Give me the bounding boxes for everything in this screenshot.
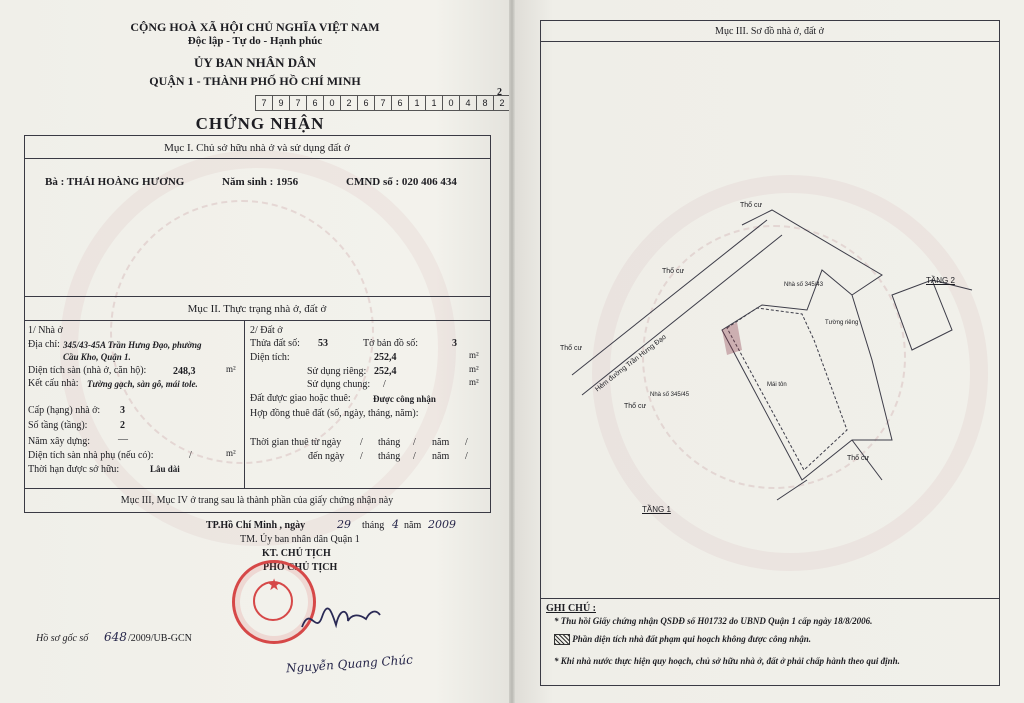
address-label: Địa chỉ:	[28, 339, 60, 350]
serial-digit: 4	[460, 95, 477, 111]
notes-title: GHI CHÚ :	[546, 603, 596, 614]
owner-name: Bà : THÁI HOÀNG HƯƠNG	[45, 176, 185, 188]
serial-digit: 0	[443, 95, 460, 111]
signing-month-label: tháng	[362, 520, 385, 531]
alley-edge	[582, 235, 782, 395]
map-sheet-label: Tờ bản đồ số:	[363, 338, 419, 349]
grade-value: 3	[120, 405, 125, 416]
floor1-label: TẦNG 1	[642, 505, 671, 514]
divider	[540, 41, 999, 42]
lease-to-slash3: /	[465, 451, 468, 462]
ownership-term-label: Thời hạn được sở hữu:	[28, 464, 120, 475]
kt-chairman: KT. CHỦ TỊCH	[262, 548, 331, 559]
lease-from-slash2: /	[413, 437, 416, 448]
lot-boundary	[722, 270, 892, 480]
certificate-title: CHỨNG NHẬN	[195, 114, 325, 133]
committee: ỦY BAN NHÂN DÂN	[194, 55, 316, 70]
structure-value: Tường gạch, sàn gỗ, mái tole.	[87, 379, 198, 389]
serial-digit: 1	[409, 95, 426, 111]
ownership-term-value: Lâu dài	[150, 464, 180, 474]
lot-label-e: Thổ cư	[740, 202, 763, 209]
house-title: 1/ Nhà ở	[28, 325, 63, 336]
signature	[296, 595, 386, 645]
serial-digit: 7	[290, 95, 307, 111]
floor-area-value: 248,3	[173, 366, 196, 377]
house-number-1: Nhà số 345/43	[784, 282, 824, 288]
lot-value: 53	[318, 338, 328, 349]
shared-use-value: /	[383, 379, 386, 390]
section2-heading: Mục II. Thực trạng nhà ở, đất ở	[187, 303, 327, 315]
aux-area-unit: m²	[226, 448, 236, 458]
private-use-value: 252,4	[374, 366, 397, 377]
note-1	[554, 616, 872, 626]
aux-area-value: /	[189, 450, 192, 461]
serial-digit: 2	[494, 95, 511, 111]
section3-heading: Mục III. Sơ đồ nhà ở, đất ở	[715, 26, 824, 37]
lot-label-a: Thổ cư	[662, 268, 685, 275]
divider	[24, 296, 490, 297]
floors-label: Số tầng (tầng):	[28, 420, 88, 431]
lease-from-slash: /	[360, 437, 363, 448]
lot-label: Thửa đất số:	[250, 338, 300, 349]
note-2	[554, 634, 811, 645]
structure-label: Kết cấu nhà:	[28, 378, 79, 389]
bullet-icon: *	[554, 616, 561, 626]
lease-contract-label: Hợp đồng thuê đất (số, ngày, tháng, năm):	[250, 408, 419, 419]
divider	[24, 158, 490, 159]
divider	[540, 598, 999, 599]
roof-label: Mái tôn	[767, 382, 787, 388]
map-sheet-value: 3	[452, 338, 457, 349]
vice-chairman: PHÓ CHỦ TỊCH	[263, 562, 338, 573]
lot-label-c: Thổ cư	[624, 403, 647, 410]
note-1-text: Thu hồi Giấy chứng nhận QSDĐ số H01732 do UBND Quận 1 cấp ngày 18/8/2006.	[560, 616, 873, 626]
lease-to-slash: /	[360, 451, 363, 462]
lease-from-month: tháng	[378, 437, 401, 448]
floor2-label: TẦNG 2	[926, 276, 955, 285]
signer-name: Nguyễn Quang Chúc	[285, 652, 414, 676]
floors-value: 2	[120, 420, 125, 431]
neighbor-line	[777, 480, 807, 500]
private-use-unit: m²	[469, 364, 479, 374]
hatched-area	[722, 322, 742, 355]
signing-month: 4	[392, 518, 399, 531]
serial-digit: 0	[324, 95, 341, 111]
owner-id: CMND số : 020 406 434	[346, 176, 457, 188]
bullet-icon: *	[554, 656, 561, 666]
floor-area-unit: m²	[226, 364, 236, 374]
signing-place-date: TP.Hồ Chí Minh , ngày	[206, 520, 306, 531]
address-value: 345/43-45A Trần Hưng Đạo, phường	[63, 340, 202, 350]
serial-digit: 2	[341, 95, 358, 111]
owner-birth: Năm sinh : 1956	[222, 176, 299, 188]
page-fold	[509, 0, 515, 703]
serial-digit: 9	[273, 95, 290, 111]
floor-outline	[727, 308, 847, 470]
land-area-value: 252,4	[374, 352, 397, 363]
shared-use-unit: m²	[469, 377, 479, 387]
shared-use-label: Sử dụng chung:	[307, 379, 371, 390]
republic-title: CỘNG HOÀ XÃ HỘI CHỦ NGHĨA VIỆT NAM	[130, 20, 380, 34]
lease-from-label: Thời gian thuê từ ngày	[250, 437, 342, 448]
grade-label: Cấp (hạng) nhà ở:	[28, 405, 101, 416]
aux-area-label: Diện tích sàn nhà phụ (nếu có):	[28, 450, 154, 461]
lease-from-slash3: /	[465, 437, 468, 448]
wall-label: Tường riêng	[825, 320, 859, 326]
note-3	[554, 656, 900, 666]
divider	[24, 320, 490, 321]
lease-to-month: tháng	[378, 451, 401, 462]
serial-digit: 6	[307, 95, 324, 111]
house-number-2: Nhà số 345/45	[650, 392, 690, 398]
hatch-legend-icon	[554, 634, 570, 645]
allocation-label: Đất được giao hoặc thuê:	[250, 393, 351, 404]
serial-digit: 8	[477, 95, 494, 111]
seal-star-icon: ★	[266, 577, 282, 594]
land-area-label: Diện tích:	[250, 352, 290, 363]
signing-day: 29	[337, 518, 351, 531]
floor2-outline	[892, 280, 952, 350]
right-page	[512, 0, 1024, 703]
allocation-value: Được công nhận	[373, 394, 436, 404]
lease-to-slash2: /	[413, 451, 416, 462]
divider	[24, 488, 490, 489]
floor-area-label: Diện tích sàn (nhà ở, căn hộ):	[28, 365, 147, 376]
land-area-unit: m²	[469, 350, 479, 360]
column-divider	[244, 320, 245, 488]
year-built-value: —	[118, 434, 128, 445]
street-label: Hẻm đường Trần Hưng Đạo	[594, 333, 668, 394]
serial-digit: 7	[375, 95, 392, 111]
lease-to-year: năm	[432, 451, 450, 462]
alley-edge	[572, 220, 767, 375]
file-number: 648	[104, 630, 127, 644]
private-use-label: Sử dụng riêng:	[307, 366, 367, 377]
serial-digit: 7	[255, 95, 273, 111]
lease-to-label: đến ngày	[308, 451, 345, 462]
motto: Độc lập - Tự do - Hạnh phúc	[187, 35, 323, 47]
lot-label-d: Thổ cư	[847, 455, 870, 462]
section1-heading: Mục I. Chủ sở hữu nhà ở và sử dụng đất ở	[164, 142, 350, 154]
lot-label-b: Thổ cư	[560, 345, 583, 352]
serial-digit: 1	[426, 95, 443, 111]
file-number-suffix: /2009/UB-GCN	[128, 633, 192, 644]
note-2-text: Phần diện tích nhà đất phạm qui hoạch không được công nhận.	[572, 634, 812, 644]
site-plan	[552, 180, 992, 520]
note-3-text: Khi nhà nước thực hiện quy hoạch, chủ sở hữu nhà ở, đất ở phải chấp hành theo qui định.	[560, 656, 900, 666]
address-value-line2: Cầu Kho, Quận 1.	[63, 352, 131, 362]
on-behalf: TM. Ủy ban nhân dân Quận 1	[240, 534, 360, 545]
continuation-note: Mục III, Mục IV ở trang sau là thành phần của giấy chứng nhận này	[120, 495, 394, 506]
signing-year: 2009	[428, 518, 456, 531]
file-number-label: Hồ sơ gốc số	[36, 633, 89, 644]
year-built-label: Năm xây dựng:	[28, 436, 91, 447]
district: QUẬN 1 - THÀNH PHỐ HỒ CHÍ MINH	[149, 74, 361, 88]
land-title: 2/ Đất ở	[250, 325, 283, 336]
serial-digit: 6	[392, 95, 409, 111]
serial-suffix: 2	[497, 87, 502, 98]
signing-year-label: năm	[404, 520, 422, 531]
serial-digit: 6	[358, 95, 375, 111]
serial-number	[255, 95, 511, 109]
lease-from-year: năm	[432, 437, 450, 448]
